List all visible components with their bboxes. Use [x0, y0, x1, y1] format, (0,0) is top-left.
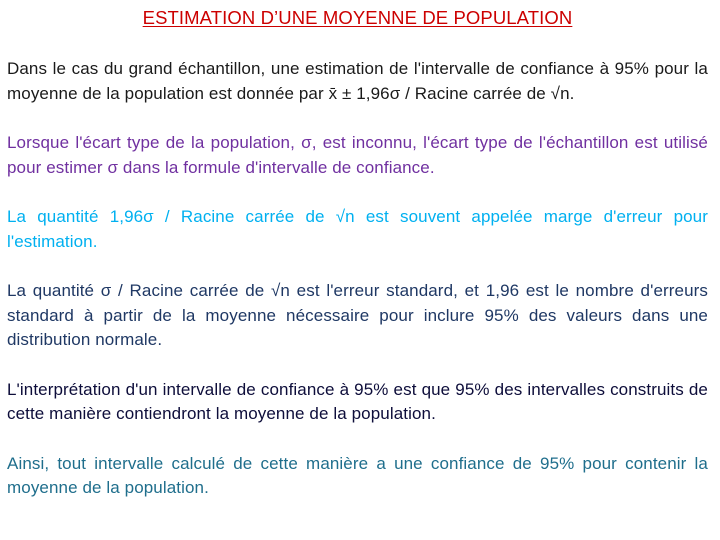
slide-title: ESTIMATION D’UNE MOYENNE DE POPULATION	[142, 7, 573, 28]
paragraph-standard-error: La quantité σ / Racine carrée de √n est l'erreur standard, et 1,96 est le nombre d'erreurs standard à partir de la moyenne nécessaire pour inclure 95% des valeurs dans une distribution normale.	[7, 281, 708, 349]
paragraph-interpretation: L'interprétation d'un intervalle de confiance à 95% est que 95% des intervalles construits de cette manière contiendront la moyenne de la population.	[7, 379, 708, 423]
paragraph-margin-of-error: La quantité 1,96σ / Racine carrée de √n est souvent appelée marge d'erreur pour l'estimation.	[7, 207, 708, 251]
paragraph-large-sample-estimate: Dans le cas du grand échantillon, une estimation de l'intervalle de confiance à 95% pour la moyenne de la population est donnée par x̄ ± 1,96σ / Racine carrée de √n.	[7, 59, 708, 103]
paragraph-conclusion: Ainsi, tout intervalle calculé de cette manière a une confiance de 95% pour contenir la moyenne de la population.	[7, 453, 708, 497]
paragraph-unknown-sigma: Lorsque l'écart type de la population, σ, est inconnu, l'écart type de l'échantillon est utilisé pour estimer σ dans la formule d'intervalle de confiance.	[7, 133, 708, 177]
